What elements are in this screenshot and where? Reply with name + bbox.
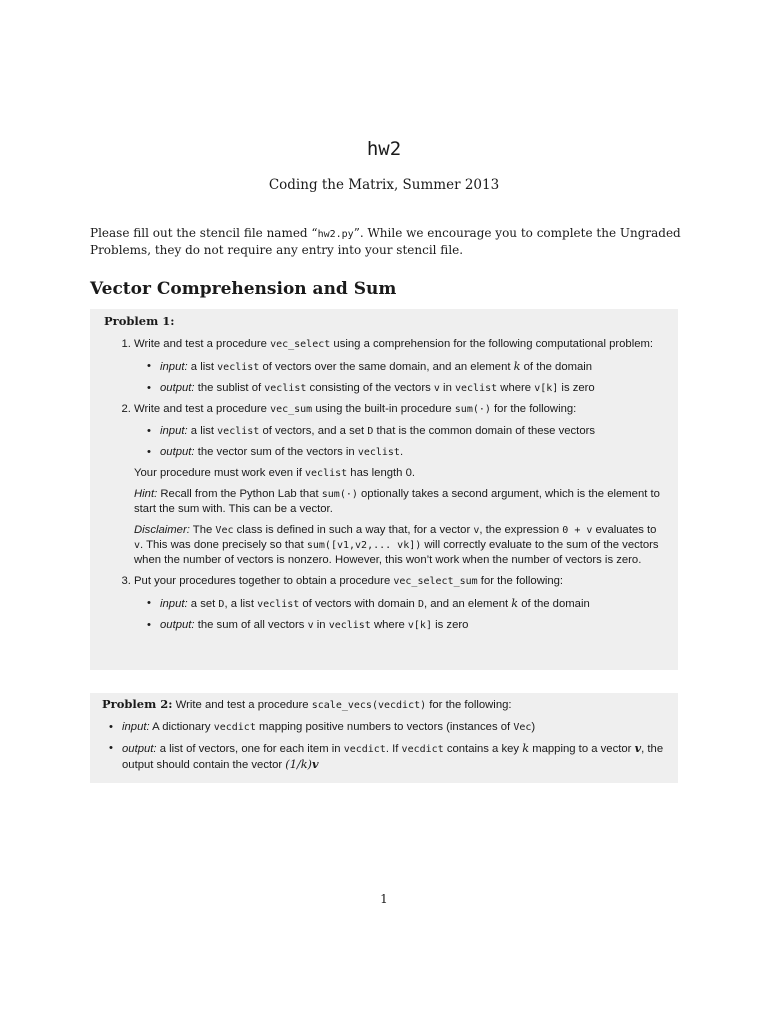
stencil-filename: hw2.py <box>317 229 354 240</box>
problem-2-output: • output: a list of vectors, one for each item in vecdict. If vecdict contains a key k mapping to a vector v, the output should contain the vector (1/k)v <box>122 741 666 773</box>
step-3-spec <box>134 596 664 633</box>
step-2: 2. Write and test a procedure vec_sum using the built-in procedure sum(·) for the following: • input: a list veclist of vectors, and a set D that is the common domain of these vectors • output: the vector sum of the vectors in veclist. Your procedure must work even if veclist has length 0. Hint: Recall from the Python Lab that sum(·) optionally takes a second argument, which is the element to start the sum with. This can be a vector. Disclaimer: The Vec class is defined in such a way that, for a vector v, the expression 0 + v evaluates to v. This was done precisely so that sum([v1,v2,... vk]) will correctly evaluate to the sum of the vectors when the number of vectors is nonzero. However, this won’t work when the number of vectors is zero. <box>134 402 664 568</box>
document-subtitle: Coding the Matrix, Summer 2013 <box>268 177 500 193</box>
intro-paragraph: Please fill out the stencil file named “hw2.py”. While we encourage you to complete the Ungraded Problems, they do not require any entry into your stencil file. <box>90 226 681 257</box>
step-1-output: • output: the sublist of veclist consisting of the vectors v in veclist where v[k] is zero <box>160 381 664 396</box>
step-1-spec <box>134 359 664 396</box>
step-2-hint: Hint: Recall from the Python Lab that sum(·) optionally takes a second argument, which is the element to start the sum with. This can be a vector. <box>134 488 660 515</box>
problem-2-statement: Problem 2: Write and test a procedure scale_vecs(vecdict) for the following: <box>102 697 512 711</box>
section-heading: Vector Comprehension and Sum <box>90 279 397 299</box>
step-2-input: • input: a list veclist of vectors, and a set D that is the common domain of these vectors <box>160 424 664 439</box>
step-1: 1. Write and test a procedure vec_select using a comprehension for the following computational problem: • input: a list veclist of vectors over the same domain, and an element k of the domain • output: the sublist of veclist consisting of the vectors v in veclist where v[k] is zero <box>134 337 664 396</box>
problem-1-steps <box>104 337 664 633</box>
step-2-disclaimer: Disclaimer: The Vec class is defined in such a way that, for a vector v, the expression 0 + v evaluates to v. This was done precisely so that sum([v1,v2,... vk]) will correctly evaluate to the sum of the vectors when the number of vectors is nonzero. However, this won’t work when the number of vectors is zero. <box>134 524 659 566</box>
problem-2-input: • input: A dictionary vecdict mapping positive numbers to vectors (instances of Vec) <box>122 720 666 735</box>
page-number: 1 <box>380 892 388 906</box>
problem-2-label: Problem 2: <box>102 697 173 711</box>
step-3: 3. Put your procedures together to obtain a procedure vec_select_sum for the following: • input: a set D, a list veclist of vectors with domain D, and an element k of the domain • output: the sum of all vectors v in veclist where v[k] is zero <box>134 574 664 633</box>
step-3-input: • input: a set D, a list veclist of vectors with domain D, and an element k of the domain <box>160 596 664 612</box>
problem-1-box <box>90 309 678 670</box>
problem-2-box <box>90 693 678 783</box>
problem-2-spec <box>102 720 666 773</box>
step-2-output: • output: the vector sum of the vectors in veclist. <box>160 445 664 460</box>
step-3-output: • output: the sum of all vectors v in veclist where v[k] is zero <box>160 618 664 633</box>
step-2-note: Your procedure must work even if veclist has length 0. <box>134 467 416 479</box>
step-1-input: • input: a list veclist of vectors over the same domain, and an element k of the domain <box>160 359 664 375</box>
step-2-spec <box>134 424 664 460</box>
document-title: hw2 <box>366 138 402 160</box>
problem-1-label: Problem 1: <box>104 314 175 328</box>
